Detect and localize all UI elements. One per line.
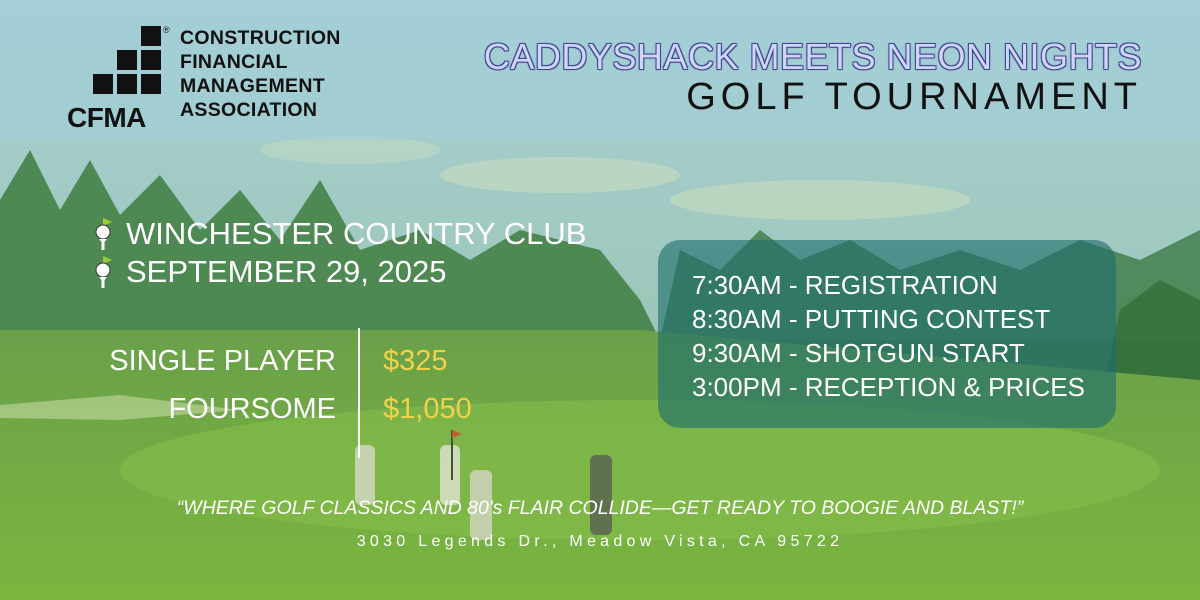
event-date: SEPTEMBER 29, 2025 <box>126 254 447 289</box>
schedule-item: 3:00PM - RECEPTION & PRICES <box>692 372 1085 402</box>
logo-wordmark: CFMA <box>67 102 146 133</box>
pricing-label: FOURSOME <box>168 393 336 425</box>
pricing-row <box>80 393 640 433</box>
tagline: “WHERE GOLF CLASSICS AND 80's FLAIR COLLIDE—GET READY TO BOOGIE AND BLAST!” <box>176 497 1024 519</box>
event-title-neon: CADDYSHACK MEETS NEON NIGHTS <box>483 36 1142 77</box>
schedule-item: 7:30AM - REGISTRATION <box>692 270 998 300</box>
venue-name: WINCHESTER COUNTRY CLUB <box>126 216 587 251</box>
pricing-value: $325 <box>383 345 448 377</box>
org-name-line: ASSOCIATION <box>180 99 318 121</box>
schedule-list <box>692 268 1085 404</box>
org-name-line: FINANCIAL <box>180 51 288 73</box>
venue-address: 3030 Legends Dr., Meadow Vista, CA 95722 <box>356 533 844 550</box>
golf-ball-pin-icon <box>90 254 116 290</box>
registered-mark: ® <box>163 25 170 35</box>
org-name-line: CONSTRUCTION <box>180 27 341 49</box>
schedule-panel <box>658 240 1116 428</box>
venue-date-block <box>90 215 586 291</box>
org-name-line: MANAGEMENT <box>180 75 325 97</box>
cfma-blocks-icon <box>65 22 165 102</box>
pricing-value: $1,050 <box>383 393 472 425</box>
venue-row <box>90 215 586 253</box>
schedule-item: 8:30AM - PUTTING CONTEST <box>692 304 1051 334</box>
pricing-label: SINGLE PLAYER <box>109 345 336 377</box>
schedule-item: 9:30AM - SHOTGUN START <box>692 338 1025 368</box>
date-row <box>90 253 586 291</box>
pricing-row <box>80 345 640 385</box>
golf-ball-pin-icon <box>90 216 116 252</box>
org-name <box>180 26 341 122</box>
cfma-logo <box>65 22 375 132</box>
event-title-main: GOLF TOURNAMENT <box>686 76 1142 118</box>
